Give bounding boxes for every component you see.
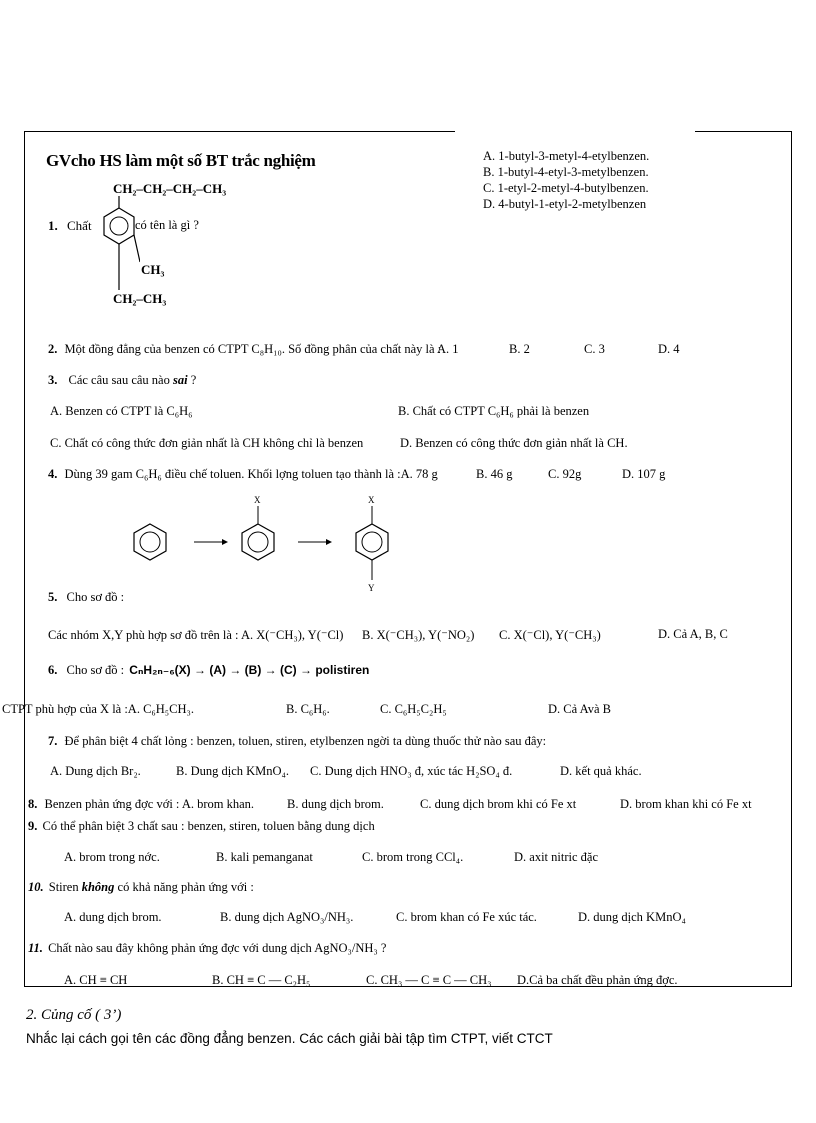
benzene-ring-2 bbox=[242, 506, 274, 560]
q3-option-d[interactable]: D. Benzen có công thức đơn giản nhất là CH. bbox=[400, 436, 628, 450]
q4-option-d[interactable]: D. 107 g bbox=[622, 467, 666, 481]
q1-option-b[interactable]: B. 1-butyl-4-etyl-3-metylbenzen. bbox=[483, 165, 649, 179]
q7-option-d[interactable]: D. kết quả khác. bbox=[560, 764, 642, 778]
q10-option-b[interactable]: B. dung dịch AgNO₃/NH₃. bbox=[220, 910, 354, 924]
q1-benzene-ring bbox=[100, 196, 140, 296]
frame-left bbox=[24, 131, 25, 987]
q9-text bbox=[28, 819, 375, 834]
q5-text bbox=[48, 590, 124, 605]
q6-text bbox=[48, 663, 369, 678]
q1-number: 1. bbox=[48, 218, 58, 233]
q3-emphasis: sai bbox=[172, 373, 188, 387]
q10-emphasis: không bbox=[81, 880, 115, 894]
q1-label bbox=[48, 218, 92, 234]
frame-top-left bbox=[24, 131, 455, 132]
q1-options bbox=[483, 148, 649, 212]
q11-text bbox=[28, 941, 386, 956]
q5-number: 5. bbox=[48, 590, 58, 604]
benzene-ring-3 bbox=[356, 506, 388, 580]
q3-text bbox=[48, 373, 196, 388]
arrow-2 bbox=[298, 539, 332, 545]
q11-option-a[interactable]: A. CH ≡ CH bbox=[64, 973, 128, 987]
q1-formula-bottom: CH₂–CH₃ bbox=[113, 291, 167, 306]
q6-stem: Cho sơ đồ : bbox=[66, 663, 125, 677]
q7-option-a[interactable]: A. Dung dịch Br₂. bbox=[50, 764, 141, 778]
benzene-ring-1 bbox=[134, 524, 166, 560]
page-title: GVcho HS làm một số BT trắc nghiệm bbox=[46, 151, 316, 170]
q6-option-c[interactable]: C. C₆H₅C₂H₅ bbox=[380, 702, 447, 716]
q9-option-a[interactable]: A. brom trong nớc. bbox=[64, 850, 160, 864]
q10-number: 10. bbox=[28, 880, 44, 894]
q1-formula-ch3: CH₃ bbox=[141, 262, 165, 277]
frame-right bbox=[791, 131, 792, 987]
section-text: Nhắc lại cách gọi tên các đồng đẳng benzen. Các cách giải bài tập tìm CTPT, viết CTCT bbox=[26, 1031, 553, 1046]
q1-option-a[interactable]: A. 1-butyl-3-metyl-4-etylbenzen. bbox=[483, 149, 650, 163]
q9-option-d[interactable]: D. axit nitric đặc bbox=[514, 850, 598, 864]
q11-stem: Chất nào sau đây không phản ứng đợc với dung dịch AgNO₃/NH₃ ? bbox=[48, 941, 387, 955]
q9-stem: Có thể phân biệt 3 chất sau : benzen, stiren, toluen bằng dung dịch bbox=[42, 819, 375, 833]
q1-formula-top: CH₂–CH₂–CH₂–CH₃ bbox=[113, 181, 227, 196]
q6-option-d[interactable]: D. Cả Avà B bbox=[548, 702, 611, 716]
q6-number: 6. bbox=[48, 663, 58, 677]
q5-option-b[interactable]: B. X(⁻CH₃), Y(⁻NO₂) bbox=[362, 628, 475, 642]
q10-stem-end: có khả năng phản ứng với : bbox=[117, 880, 254, 894]
q3-stem-end: ? bbox=[190, 373, 197, 387]
q3-option-b[interactable]: B. Chất có CTPT C₆H₆ phải là benzen bbox=[398, 404, 590, 418]
q6-option-b[interactable]: B. C₆H₆. bbox=[286, 702, 330, 716]
q4-number: 4. bbox=[48, 467, 58, 481]
q11-option-d[interactable]: D.Cả ba chất đều phản ứng đợc. bbox=[517, 973, 678, 987]
q7-number: 7. bbox=[48, 734, 58, 748]
scheme-x-label-2: X bbox=[368, 495, 375, 505]
q8-option-c[interactable]: C. dung dịch brom khi có Fe xt bbox=[420, 797, 577, 811]
q3-option-a[interactable]: A. Benzen có CTPT là C₆H₆ bbox=[50, 404, 193, 418]
scheme-x-label-1: X bbox=[254, 495, 261, 505]
q9-number: 9. bbox=[28, 819, 38, 833]
section-heading: 2. Củng cố ( 3’) bbox=[26, 1007, 122, 1023]
q4-option-b[interactable]: B. 46 g bbox=[476, 467, 513, 481]
q7-option-c[interactable]: C. Dung dịch HNO₃ đ, xúc tác H₂SO₄ đ. bbox=[310, 764, 513, 778]
q1-option-d[interactable]: D. 4-butyl-1-etyl-2-metylbenzen bbox=[483, 197, 647, 211]
q2-stem: Một đồng đẳng của benzen có CTPT C₈H₁₀. Số đồng phân của chất này là : bbox=[64, 342, 442, 356]
q3-option-c[interactable]: C. Chất có công thức đơn giản nhất là CH không chỉ là benzen bbox=[50, 436, 364, 450]
q8-option-b[interactable]: B. dung dịch brom. bbox=[287, 797, 384, 811]
q2-number: 2. bbox=[48, 342, 58, 356]
q10-option-d[interactable]: D. dung dịch KMnO₄ bbox=[578, 910, 686, 924]
frame-top-right bbox=[695, 131, 792, 132]
q6-line[interactable]: CTPT phù hợp của X là :A. C₆H₅CH₃. bbox=[2, 702, 195, 716]
q11-option-b[interactable]: B. CH ≡ C — C₂H₅ bbox=[212, 973, 311, 987]
q8-stem[interactable]: Benzen phản ứng đợc với : A. brom khan. bbox=[44, 797, 255, 811]
q10-text bbox=[28, 880, 254, 895]
q8-text bbox=[28, 797, 254, 812]
q10-option-a[interactable]: A. dung dịch brom. bbox=[64, 910, 162, 924]
q1-stem: Chất bbox=[67, 218, 92, 233]
q2-option-a[interactable]: A. 1 bbox=[437, 342, 459, 356]
q1-suffix: có tên là gì ? bbox=[135, 218, 199, 232]
q6-scheme: CₙH₂ₙ₋₆(X) → (A) → (B) → (C) → polistiren bbox=[129, 663, 370, 677]
q4-stem: Dùng 39 gam C₆H₆ điều chế toluen. Khối lợng toluen tạo thành là :A. 78 g bbox=[64, 467, 438, 481]
q2-option-c[interactable]: C. 3 bbox=[584, 342, 605, 356]
reaction-scheme bbox=[130, 492, 400, 596]
q9-option-c[interactable]: C. brom trong CCl₄. bbox=[362, 850, 464, 864]
q9-option-b[interactable]: B. kali pemanganat bbox=[216, 850, 313, 864]
q8-option-d[interactable]: D. brom khan khi có Fe xt bbox=[620, 797, 752, 811]
q5-stem: Cho sơ đồ : bbox=[66, 590, 125, 604]
scheme-y-label: Y bbox=[368, 583, 375, 593]
q7-text bbox=[48, 734, 546, 749]
q11-number: 11. bbox=[28, 941, 43, 955]
q11-option-c[interactable]: C. CH₃ — C ≡ C — CH₃ bbox=[366, 973, 492, 987]
q2-option-b[interactable]: B. 2 bbox=[509, 342, 530, 356]
q5-line[interactable]: Các nhóm X,Y phù hợp sơ đồ trên là : A. X(⁻CH₃), Y(⁻Cl) bbox=[48, 628, 344, 642]
q10-option-c[interactable]: C. brom khan có Fe xúc tác. bbox=[396, 910, 537, 924]
q2-text bbox=[48, 342, 441, 357]
q7-option-b[interactable]: B. Dung dịch KMnO₄. bbox=[176, 764, 290, 778]
arrow-1 bbox=[194, 539, 228, 545]
q5-option-d[interactable]: D. Cả A, B, C bbox=[658, 627, 728, 641]
q7-stem: Để phân biệt 4 chất lỏng : benzen, toluen, stiren, etylbenzen ngời ta dùng thuốc thử nào sau đây: bbox=[64, 734, 547, 748]
q2-option-d[interactable]: D. 4 bbox=[658, 342, 680, 356]
q4-text bbox=[48, 467, 438, 482]
q1-option-c[interactable]: C. 1-etyl-2-metyl-4-butylbenzen. bbox=[483, 181, 649, 195]
q10-stem: Stiren bbox=[48, 880, 79, 894]
q8-number: 8. bbox=[28, 797, 38, 811]
q3-number: 3. bbox=[48, 373, 58, 387]
q3-stem: Các câu sau câu nào bbox=[68, 373, 170, 387]
q5-option-c[interactable]: C. X(⁻Cl), Y(⁻CH₃) bbox=[499, 628, 601, 642]
q4-option-c[interactable]: C. 92g bbox=[548, 467, 582, 481]
